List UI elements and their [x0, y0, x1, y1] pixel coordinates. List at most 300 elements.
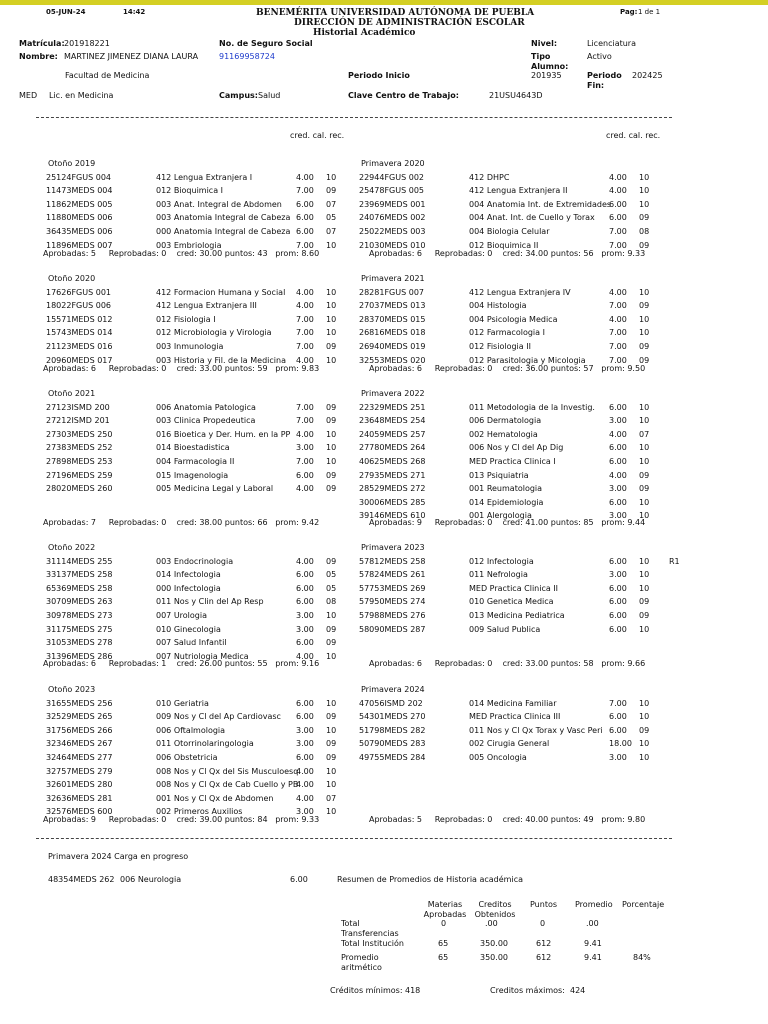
course-code: 32553MEDS 020 — [359, 355, 426, 365]
course-row — [359, 697, 650, 711]
course-credits: 6.00 — [609, 456, 627, 466]
nombre-value: MARTINEZ JIMENEZ DIANA LAURA — [64, 52, 199, 61]
course-credits: 3.00 — [609, 511, 627, 521]
course-code: 17626FGUS 001 — [46, 287, 111, 297]
course-row — [359, 482, 650, 496]
course-code: 57950MEDS 274 — [359, 597, 426, 607]
resumen-header-puntos: Puntos — [530, 900, 558, 909]
university-name: BENEMÉRITA UNIVERSIDAD AUTÓNOMA DE PUEBLA — [256, 8, 535, 18]
course-row — [46, 792, 337, 806]
course-name: 012 Fisiologia I — [156, 314, 216, 324]
course-row — [359, 609, 650, 623]
course-name: 412 Formacion Humana y Social — [156, 287, 286, 297]
course-credits: 4.00 — [609, 314, 627, 324]
course-grade: 10 — [639, 698, 650, 708]
course-credits: 3.00 — [296, 725, 314, 735]
course-grade: 10 — [639, 570, 650, 580]
course-grade: 09 — [326, 402, 337, 412]
term-summary: Aprobadas: 9 Reprobadas: 0 cred: 41.00 puntos: 85 prom: 9.44 — [369, 518, 646, 527]
tipo-alumno-label: Tipo Alumno: — [531, 52, 569, 71]
course-code: 32346MEDS 267 — [46, 739, 113, 749]
course-row — [359, 737, 650, 751]
course-row — [46, 313, 337, 327]
course-credits: 7.00 — [296, 402, 314, 412]
separator-line-bottom — [36, 838, 672, 839]
course-name: 003 Embriologia — [156, 240, 222, 250]
course-code: 30006MEDS 285 — [359, 497, 426, 507]
course-credits: 4.00 — [296, 793, 314, 803]
term-block — [359, 683, 650, 765]
course-name: MED Practica Clinica III — [469, 712, 561, 722]
course-name: 004 Histologia — [469, 301, 527, 311]
course-credits: 7.00 — [609, 240, 627, 250]
course-credits: 7.00 — [609, 698, 627, 708]
course-grade: 09 — [639, 213, 650, 223]
resumen-cell-materias: 65 — [438, 953, 449, 962]
course-grade: 10 — [326, 355, 337, 365]
course-credits: 4.00 — [609, 470, 627, 480]
course-code: 21123MEDS 016 — [46, 341, 113, 351]
course-code: 57812MEDS 258 — [359, 556, 426, 566]
course-row — [359, 414, 650, 428]
course-row — [46, 737, 337, 751]
course-grade: 10 — [326, 443, 337, 453]
report-time: 14:42 — [123, 8, 146, 16]
course-row — [359, 286, 650, 300]
course-credits: 4.00 — [296, 651, 314, 661]
term-summary: Aprobadas: 6 Reprobadas: 1 cred: 26.00 puntos: 55 prom: 9.16 — [43, 659, 320, 668]
course-name: 014 Epidemiologia — [469, 497, 544, 507]
course-code: 32601MEDS 280 — [46, 780, 113, 790]
course-name: 006 Dermatologia — [469, 416, 542, 426]
course-credits: 6.00 — [609, 556, 627, 566]
course-credits: 6.00 — [609, 402, 627, 412]
course-row — [46, 340, 337, 354]
course-credits: 4.00 — [296, 556, 314, 566]
resumen-row-label: Promedio aritmético — [341, 953, 382, 972]
course-name: 006 Oftalmologia — [156, 725, 226, 735]
resumen-cell-creditos: 350.00 — [480, 953, 508, 962]
course-credits: 6.00 — [609, 624, 627, 634]
course-code: 26940MEDS 019 — [359, 341, 426, 351]
term-block — [359, 272, 650, 367]
term-summary: Aprobadas: 6 Reprobadas: 0 cred: 34.00 puntos: 56 prom: 9.33 — [369, 249, 646, 258]
course-grade: 10 — [639, 752, 650, 762]
course-grade: 08 — [639, 226, 650, 236]
course-credits: 3.00 — [296, 624, 314, 634]
course-credits: 6.00 — [296, 752, 314, 762]
course-code: 30978MEDS 273 — [46, 610, 113, 620]
course-code: 28529MEDS 272 — [359, 484, 426, 494]
course-credits: 6.00 — [609, 497, 627, 507]
course-code: 25022MEDS 003 — [359, 226, 426, 236]
course-name: 002 Cirugia General — [469, 739, 550, 749]
course-grade: 09 — [326, 556, 337, 566]
course-row — [46, 469, 337, 483]
course-code: 27303MEDS 250 — [46, 429, 113, 439]
course-code: 49755MEDS 284 — [359, 752, 426, 762]
course-row — [359, 710, 650, 724]
course-grade: 07 — [326, 226, 337, 236]
course-credits: 6.00 — [296, 213, 314, 223]
course-grade: 10 — [326, 314, 337, 324]
resumen-cell-puntos: 612 — [536, 939, 552, 948]
resumen-cell-promedio: 9.41 — [584, 939, 602, 948]
course-grade: 05 — [326, 213, 337, 223]
periodo-fin-value: 202425 — [632, 71, 663, 80]
course-credits: 3.00 — [296, 443, 314, 453]
in-progress-code: 48354MEDS 262 — [48, 875, 115, 884]
course-grade: 05 — [326, 570, 337, 580]
course-name: 004 Biologia Celular — [469, 226, 550, 236]
course-code: 24059MEDS 257 — [359, 429, 426, 439]
course-row — [359, 198, 650, 212]
course-code: 23969MEDS 001 — [359, 199, 426, 209]
course-code: 58090MEDS 287 — [359, 624, 426, 634]
course-name: 012 Infectologia — [469, 556, 534, 566]
course-row — [359, 313, 650, 327]
resumen-cell-puntos: 0 — [540, 919, 546, 928]
course-row — [359, 469, 650, 483]
course-grade: 09 — [326, 739, 337, 749]
course-grade: 10 — [639, 511, 650, 521]
direction-name: DIRECCIÓN DE ADMINISTRACIÓN ESCOLAR — [294, 18, 525, 28]
resumen-cell-promedio: .00 — [586, 919, 599, 928]
course-row — [46, 455, 337, 469]
course-credits: 4.00 — [296, 484, 314, 494]
nivel-value: Licenciatura — [587, 39, 636, 48]
creditos-maximos-value: 424 — [570, 986, 586, 995]
course-name: 004 Anat. Int. de Cuello y Torax — [469, 213, 595, 223]
term-title: Otoño 2023 — [48, 685, 96, 694]
column-header-left: cred. cal. rec. — [290, 131, 345, 140]
course-credits: 3.00 — [296, 807, 314, 817]
term-block — [46, 541, 337, 663]
course-credits: 4.00 — [296, 301, 314, 311]
course-grade: 10 — [639, 416, 650, 426]
course-code: 27780MEDS 264 — [359, 443, 426, 453]
course-name: 011 Metodologia de la Investig. — [469, 402, 595, 412]
nombre-label: Nombre: — [19, 52, 58, 61]
course-grade: 09 — [326, 712, 337, 722]
course-name: 001 Reumatologia — [469, 484, 543, 494]
course-name: 001 Nos y Cl Qx de Abdomen — [156, 793, 274, 803]
resumen-header-materias: Materias Aprobadas — [423, 900, 467, 919]
course-credits: 4.00 — [609, 186, 627, 196]
course-grade: 07 — [326, 199, 337, 209]
course-row — [359, 428, 650, 442]
course-name: 003 Clinica Propedeutica — [156, 416, 256, 426]
course-credits: 7.00 — [296, 240, 314, 250]
course-name: 016 Bioetica y Der. Hum. en la PP — [156, 429, 291, 439]
course-code: 28370MEDS 015 — [359, 314, 426, 324]
creditos-minimos-value: 418 — [405, 986, 421, 995]
course-grade: 10 — [639, 497, 650, 507]
course-code: 57753MEDS 269 — [359, 583, 426, 593]
course-grade: 09 — [326, 470, 337, 480]
course-row — [359, 441, 650, 455]
course-grade: 10 — [326, 240, 337, 250]
term-title: Primavera 2023 — [361, 543, 425, 552]
resumen-cell-materias: 65 — [438, 939, 449, 948]
term-block — [359, 157, 650, 252]
course-grade: 09 — [326, 416, 337, 426]
course-credits: 18.00 — [609, 739, 632, 749]
course-credits: 4.00 — [296, 172, 314, 182]
course-row — [46, 414, 337, 428]
term-block — [359, 541, 680, 636]
course-row — [359, 299, 650, 313]
in-progress-course: 006 Neurologia — [120, 875, 182, 884]
course-row — [359, 184, 650, 198]
course-row — [46, 482, 337, 496]
term-block — [46, 157, 337, 252]
course-code: 11880MEDS 006 — [46, 213, 113, 223]
matricula-value: 201918221 — [64, 39, 110, 48]
course-credits: 6.00 — [609, 597, 627, 607]
course-name: 014 Medicina Familiar — [469, 698, 557, 708]
course-grade: 10 — [639, 556, 650, 566]
course-name: 012 Bioquimica I — [156, 186, 224, 196]
course-credits: 6.00 — [296, 597, 314, 607]
course-code: 31053MEDS 278 — [46, 638, 113, 648]
course-code: 30709MEDS 263 — [46, 597, 113, 607]
course-name: 412 DHPC — [469, 172, 510, 182]
course-row — [359, 582, 650, 596]
resumen-cell-puntos: 612 — [536, 953, 552, 962]
course-grade: 08 — [326, 597, 337, 607]
resumen-row-label: Total Transferencias — [341, 919, 399, 938]
course-row — [359, 623, 650, 637]
course-name: 004 Farmacologia II — [156, 456, 235, 466]
tipo-alumno-value: Activo — [587, 52, 612, 61]
course-name: 006 Anatomia Patologica — [156, 402, 256, 412]
centro-label: Clave Centro de Trabajo: — [348, 91, 459, 100]
course-name: 008 Nos y Cl Qx del Sis Musculoesq — [156, 766, 299, 776]
course-grade: 10 — [639, 287, 650, 297]
course-name: 002 Hematologia — [469, 429, 538, 439]
course-name: 000 Anatomia Integral de Cabeza — [156, 226, 291, 236]
course-credits: 4.00 — [296, 287, 314, 297]
course-credits: 7.00 — [609, 301, 627, 311]
course-grade: 10 — [639, 712, 650, 722]
course-grade: 09 — [326, 186, 337, 196]
course-name: 006 Obstetricia — [156, 752, 218, 762]
course-credits: 3.00 — [609, 752, 627, 762]
creditos-maximos-label: Creditos máximos: — [490, 986, 565, 995]
course-name: 010 Genetica Medica — [469, 597, 554, 607]
term-title: Primavera 2020 — [361, 159, 425, 168]
course-row — [46, 184, 337, 198]
course-code: 27898MEDS 253 — [46, 456, 113, 466]
term-title: Otoño 2021 — [48, 389, 96, 398]
resumen-cell-promedio: 9.41 — [584, 953, 602, 962]
course-grade: 09 — [639, 355, 650, 365]
course-name: MED Practica Clinica II — [469, 583, 559, 593]
course-grade: 10 — [326, 725, 337, 735]
course-credits: 7.00 — [609, 328, 627, 338]
resumen-cell-materias: 0 — [441, 919, 447, 928]
course-name: 014 Bioestadistica — [156, 443, 230, 453]
course-grade: 10 — [326, 429, 337, 439]
course-code: 57988MEDS 276 — [359, 610, 426, 620]
course-credits: 3.00 — [609, 484, 627, 494]
course-code: 22944FGUS 002 — [359, 172, 424, 182]
course-grade: 09 — [639, 240, 650, 250]
course-code: 22329MEDS 251 — [359, 402, 426, 412]
course-grade: 09 — [639, 341, 650, 351]
term-summary: Aprobadas: 7 Reprobadas: 0 cred: 38.00 puntos: 66 prom: 9.42 — [43, 518, 320, 527]
course-grade: 10 — [639, 583, 650, 593]
course-row — [46, 710, 337, 724]
course-grade: 10 — [326, 766, 337, 776]
course-row — [46, 225, 337, 239]
term-title: Primavera 2021 — [361, 274, 425, 283]
course-grade: 10 — [639, 172, 650, 182]
course-credits: 4.00 — [609, 172, 627, 182]
course-name: 007 Salud Infantil — [156, 638, 227, 648]
course-name: 001 Alergologia — [469, 511, 532, 521]
course-credits: 7.00 — [296, 328, 314, 338]
nss-label: No. de Seguro Social — [219, 39, 313, 48]
course-name: 005 Oncologia — [469, 752, 527, 762]
matricula-label: Matrícula: — [19, 39, 65, 48]
course-name: 013 Medicina Pediatrica — [469, 610, 565, 620]
course-code: 25478FGUS 005 — [359, 186, 424, 196]
course-code: 31756MEDS 266 — [46, 725, 113, 735]
course-name: 011 Nefrologia — [469, 570, 528, 580]
course-name: 412 Lengua Extranjera II — [469, 186, 568, 196]
course-row — [46, 582, 337, 596]
facultad-value: Facultad de Medicina — [65, 71, 150, 80]
course-row — [46, 697, 337, 711]
course-code: 65369MEDS 258 — [46, 583, 113, 593]
course-row — [46, 211, 337, 225]
course-name: 412 Lengua Extranjera IV — [469, 287, 571, 297]
course-grade: 10 — [639, 739, 650, 749]
term-summary: Aprobadas: 6 Reprobadas: 0 cred: 36.00 puntos: 57 prom: 9.50 — [369, 364, 646, 373]
course-code: 27212ISMD 201 — [46, 416, 110, 426]
course-name: 006 Nos y Cl del Ap Dig — [469, 443, 564, 453]
course-name: 009 Salud Publica — [469, 624, 541, 634]
course-code: 27383MEDS 252 — [46, 443, 113, 453]
term-summary: Aprobadas: 5 Reprobadas: 0 cred: 30.00 puntos: 43 prom: 8.60 — [43, 249, 320, 258]
course-credits: 6.00 — [296, 712, 314, 722]
course-name: 011 Nos y Cl Qx Torax y Vasc Peri — [469, 725, 603, 735]
course-grade: 10 — [326, 172, 337, 182]
course-name: 003 Anat. Integral de Abdomen — [156, 199, 282, 209]
course-code: 32576MEDS 600 — [46, 807, 113, 817]
course-grade: 09 — [326, 752, 337, 762]
term-summary: Aprobadas: 5 Reprobadas: 0 cred: 40.00 puntos: 49 prom: 9.80 — [369, 815, 646, 824]
course-grade: 10 — [326, 610, 337, 620]
course-code: 31655MEDS 256 — [46, 698, 113, 708]
course-code: 24076MEDS 002 — [359, 213, 426, 223]
course-row — [46, 441, 337, 455]
course-code: 26816MEDS 018 — [359, 328, 426, 338]
course-grade: 10 — [639, 624, 650, 634]
course-row — [46, 568, 337, 582]
course-name: 012 Microbiologia y Virologia — [156, 328, 272, 338]
course-name: 014 Infectologia — [156, 570, 221, 580]
term-summary: Aprobadas: 6 Reprobadas: 0 cred: 33.00 puntos: 58 prom: 9.66 — [369, 659, 646, 668]
course-credits: 6.00 — [296, 698, 314, 708]
course-row — [46, 595, 337, 609]
course-grade: 10 — [639, 314, 650, 324]
term-summary: Aprobadas: 9 Reprobadas: 0 cred: 39.00 puntos: 84 prom: 9.33 — [43, 815, 320, 824]
course-row — [359, 340, 650, 354]
term-title: Primavera 2024 — [361, 685, 425, 694]
course-code: 31396MEDS 286 — [46, 651, 113, 661]
resumen-row-label: Total Institución — [341, 939, 404, 948]
course-row — [46, 428, 337, 442]
resumen-cell-creditos: .00 — [485, 919, 498, 928]
course-name: 008 Nos y Cl Qx de Cab Cuello y PB — [156, 780, 299, 790]
course-row — [359, 225, 650, 239]
course-grade: 10 — [326, 456, 337, 466]
course-row — [359, 211, 650, 225]
nivel-label: Nivel: — [531, 39, 558, 48]
course-name: 011 Otorrinolaringologia — [156, 739, 254, 749]
course-row — [46, 401, 337, 415]
course-row — [46, 765, 337, 779]
term-title: Primavera 2022 — [361, 389, 425, 398]
course-name: 000 Infectologia — [156, 583, 221, 593]
campus-label: Campus: — [219, 91, 258, 100]
course-row — [46, 751, 337, 765]
course-name: 010 Ginecologia — [156, 624, 221, 634]
course-name: 005 Medicina Legal y Laboral — [156, 484, 274, 494]
course-credits: 6.00 — [296, 638, 314, 648]
course-credits: 6.00 — [609, 583, 627, 593]
course-grade: 10 — [326, 328, 337, 338]
course-code: 20960MEDS 017 — [46, 355, 113, 365]
course-credits: 7.00 — [609, 341, 627, 351]
course-name: 013 Psiquiatria — [469, 470, 529, 480]
course-credits: 7.00 — [609, 355, 627, 365]
report-date: 05-JUN-24 — [46, 8, 86, 16]
course-credits: 6.00 — [609, 712, 627, 722]
course-row — [46, 171, 337, 185]
course-code: 32757MEDS 279 — [46, 766, 113, 776]
course-credits: 7.00 — [296, 314, 314, 324]
course-grade: 09 — [326, 638, 337, 648]
course-grade: 09 — [639, 301, 650, 311]
course-code: 15571MEDS 012 — [46, 314, 113, 324]
nss-value: 91169958724 — [219, 52, 275, 61]
course-row — [359, 595, 650, 609]
course-row — [46, 778, 337, 792]
course-code: 28281FGUS 007 — [359, 287, 424, 297]
course-credits: 7.00 — [296, 456, 314, 466]
course-code: 31175MEDS 275 — [46, 624, 113, 634]
course-name: 004 Anatomia Int. de Extremidades — [469, 199, 612, 209]
course-grade: 10 — [639, 186, 650, 196]
course-row — [46, 724, 337, 738]
course-credits: 4.00 — [296, 429, 314, 439]
course-code: 47056ISMD 202 — [359, 698, 423, 708]
course-code: 23648MEDS 254 — [359, 416, 426, 426]
course-name: 003 Endocrinologia — [156, 556, 234, 566]
resumen-header-porcentaje: Porcentaje — [622, 900, 665, 909]
column-header-right: cred. cal. rec. — [606, 131, 661, 140]
document-title: Historial Académico — [313, 28, 416, 38]
course-grade: 09 — [639, 470, 650, 480]
course-credits: 6.00 — [609, 610, 627, 620]
course-code: 40625MEDS 268 — [359, 456, 426, 466]
course-code: 27935MEDS 271 — [359, 470, 426, 480]
course-grade: 10 — [326, 807, 337, 817]
